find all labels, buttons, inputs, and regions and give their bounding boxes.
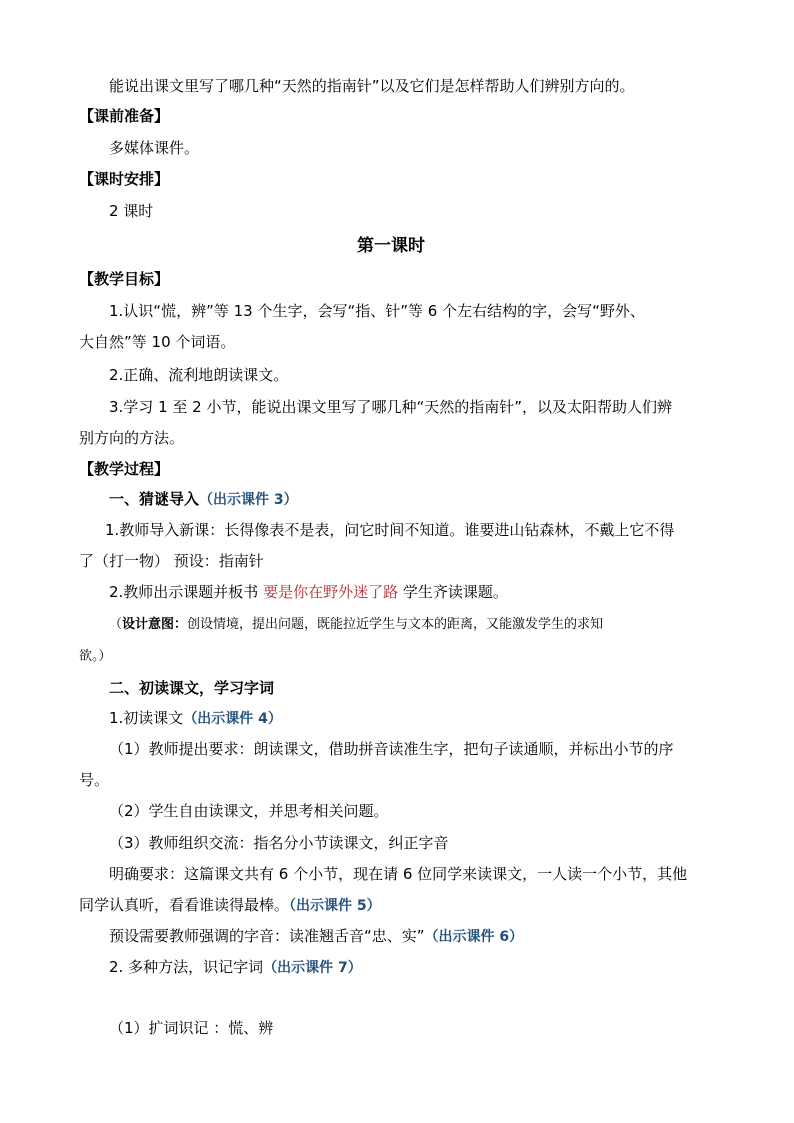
requirement-line-2: 号。: [79, 771, 110, 789]
step-1-item-1-line-2: 了（打一物） 预设：指南针: [79, 552, 264, 570]
courseware-tag: （出示课件 4）: [183, 711, 282, 727]
goal-1-line-2: 大自然”等 10 个词语。: [79, 333, 236, 351]
item-2-suffix: 学生齐读课题。: [398, 583, 508, 601]
exchange: （3）教师组织交流：指名分小节读课文，纠正字音: [109, 834, 449, 852]
word-expansion: （1）扩词识记 ：慌、辨: [109, 1019, 274, 1037]
lesson-title-highlight: 要是你在野外迷了路: [263, 583, 399, 601]
design-note-line-2: 欲。）: [79, 649, 112, 664]
objective-line: 能说出课文里写了哪几种“天然的指南针”以及它们是怎样帮助人们辨别方向的。: [109, 77, 635, 95]
free-reading: （2）学生自由读课文，并思考相关问题。: [109, 802, 389, 820]
goal-3-line-1: 3.学习 1 至 2 小节，能说出课文里写了哪几种“天然的指南针”，以及太阳帮助人们辨: [109, 398, 673, 416]
item-text: 2. 多种方法，识记字词: [109, 958, 264, 976]
goal-3-line-2: 别方向的方法。: [79, 429, 185, 447]
heading-schedule: 【课时安排】: [79, 170, 170, 188]
section-title: 第一课时: [357, 236, 425, 256]
step-1-heading: [109, 488, 298, 511]
design-note-label: 设计意图：: [122, 617, 188, 632]
prep-text: 多媒体课件。: [109, 139, 200, 157]
schedule-text: 2 课时: [109, 202, 154, 220]
clarify-line-2: [79, 894, 381, 917]
courseware-tag: （出示课件 6）: [424, 929, 524, 945]
design-note-paren: （: [109, 617, 123, 632]
heading-process: 【教学过程】: [79, 460, 170, 478]
item-2-prefix: 2.教师出示课题并板书: [109, 583, 264, 601]
step-1-item-1-line-1: 1.教师导入新课：长得像表不是表，问它时间不知道。谁要进山钻森林，不戴上它不得: [105, 521, 675, 539]
goal-1-line-1: 1.认识“慌，辨”等 13 个生字，会写“指、针”等 6 个左右结构的字，会写“野外、: [109, 302, 645, 320]
step-1-item-2: [109, 581, 508, 603]
step-2-title: 二、初读课文，学习字词: [109, 679, 275, 697]
courseware-tag: （出示课件 3）: [199, 492, 298, 508]
heading-prep: 【课前准备】: [79, 107, 170, 125]
pronunciation-note: [109, 925, 523, 948]
step-1-title: 一、猜谜导入: [109, 490, 200, 508]
item-text: 预设需要教师强调的字音：读准翘舌音“忠、实”: [109, 927, 425, 945]
requirement-line-1: （1）教师提出要求：朗读课文，借助拼音读准生字，把句子读通顺，并标出小节的序: [109, 740, 674, 758]
heading-goals: 【教学目标】: [79, 270, 170, 288]
design-note-text: 创设情境，提出问题，既能拉近学生与文本的距离，又能激发学生的求知: [187, 617, 604, 632]
courseware-tag: （出示课件 7）: [263, 960, 362, 976]
step-2-item-2: [109, 956, 362, 979]
item-text: 1.初读课文: [109, 709, 184, 727]
design-note-line-1: [109, 614, 603, 636]
item-text: 同学认真听，看看谁读得最棒。: [79, 896, 290, 914]
step-2-item-1: [109, 707, 282, 730]
courseware-tag: （出示课件 5）: [289, 898, 381, 914]
goal-2: 2.正确、流利地朗读课文。: [109, 366, 289, 384]
clarify-line-1: 明确要求：这篇课文共有 6 个小节，现在请 6 位同学来读课文，一人读一个小节，其他: [109, 865, 688, 883]
